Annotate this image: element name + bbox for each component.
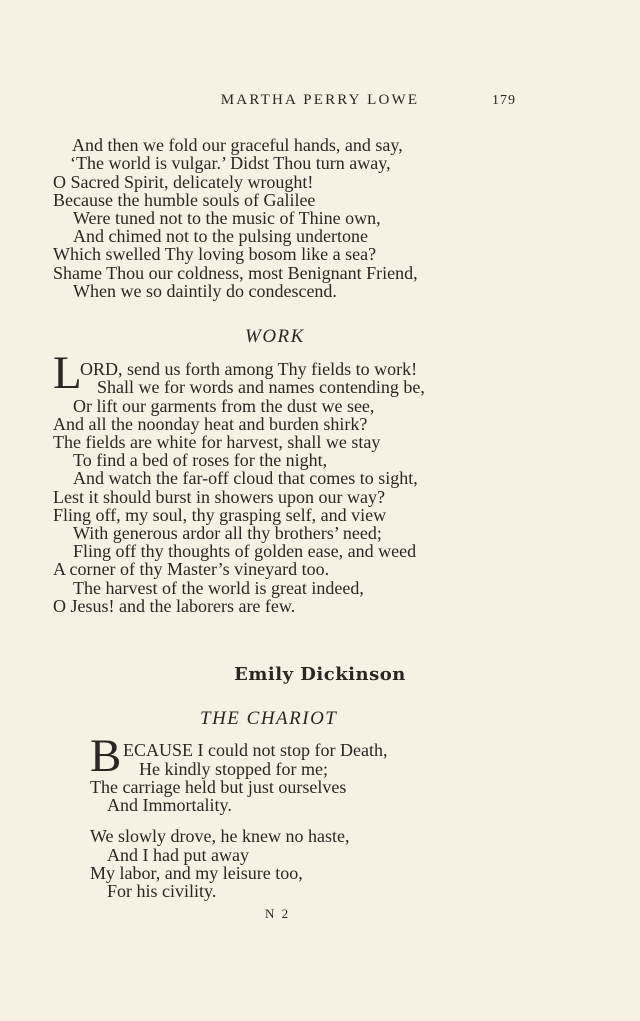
verse-line: The carriage held but just ourselves — [90, 777, 347, 797]
verse-line: Lest it should burst in showers upon our way? — [53, 487, 385, 507]
verse-line: Were tuned not to the music of Thine own, — [73, 208, 381, 228]
verse-line: He kindly stopped for me; — [139, 759, 328, 779]
poem-title-work: WORK — [245, 326, 305, 347]
verse-line: And I had put away — [107, 845, 249, 865]
drop-cap: B — [90, 730, 122, 782]
drop-cap: L — [53, 347, 82, 399]
verse-line: Shall we for words and names contending be, — [97, 377, 425, 397]
verse-line: Because the humble souls of Galilee — [53, 190, 316, 210]
verse-line: The harvest of the world is great indeed, — [73, 578, 364, 598]
verse-line: ECAUSE I could not stop for Death, — [123, 740, 388, 760]
verse-line: We slowly drove, he knew no haste, — [90, 826, 350, 846]
poem-title-chariot: THE CHARIOT — [200, 708, 338, 729]
verse-line: And all the noonday heat and burden shirk? — [53, 414, 368, 434]
verse-line: Shame Thou our coldness, most Benignant Friend, — [53, 263, 418, 283]
verse-line: And Immortality. — [107, 795, 232, 815]
verse-line: O Jesus! and the laborers are few. — [53, 596, 296, 616]
verse-line: ‘The world is vulgar.’ Didst Thou turn away, — [70, 153, 391, 173]
verse-line: And chimed not to the pulsing undertone — [73, 226, 368, 246]
verse-line: O Sacred Spirit, delicately wrought! — [53, 172, 314, 192]
page-number: 179 — [492, 93, 516, 108]
verse-line: My labor, and my leisure too, — [90, 863, 303, 883]
verse-line: For his civility. — [107, 881, 217, 901]
verse-line: Which swelled Thy loving bosom like a sea? — [53, 244, 377, 264]
author-heading: Emily Dickinson — [234, 664, 406, 685]
verse-line: The fields are white for harvest, shall we stay — [53, 432, 381, 452]
verse-line: And then we fold our graceful hands, and say, — [72, 135, 403, 155]
verse-line: Fling off thy thoughts of golden ease, and weed — [73, 541, 417, 561]
verse-line: To find a bed of roses for the night, — [73, 450, 328, 470]
verse-line: With generous ardor all thy brothers’ need; — [73, 523, 382, 543]
verse-line: Or lift our garments from the dust we see, — [73, 396, 375, 416]
running-head: MARTHA PERRY LOWE — [220, 92, 420, 108]
verse-line: When we so daintily do condescend. — [73, 281, 337, 301]
signature-mark: N 2 — [265, 906, 291, 921]
verse-line: ORD, send us forth among Thy fields to work! — [80, 359, 418, 379]
verse-line: Fling off, my soul, thy grasping self, and view — [53, 505, 387, 525]
verse-line: A corner of thy Master’s vineyard too. — [53, 559, 330, 579]
verse-line: And watch the far-off cloud that comes to sight, — [73, 468, 418, 488]
